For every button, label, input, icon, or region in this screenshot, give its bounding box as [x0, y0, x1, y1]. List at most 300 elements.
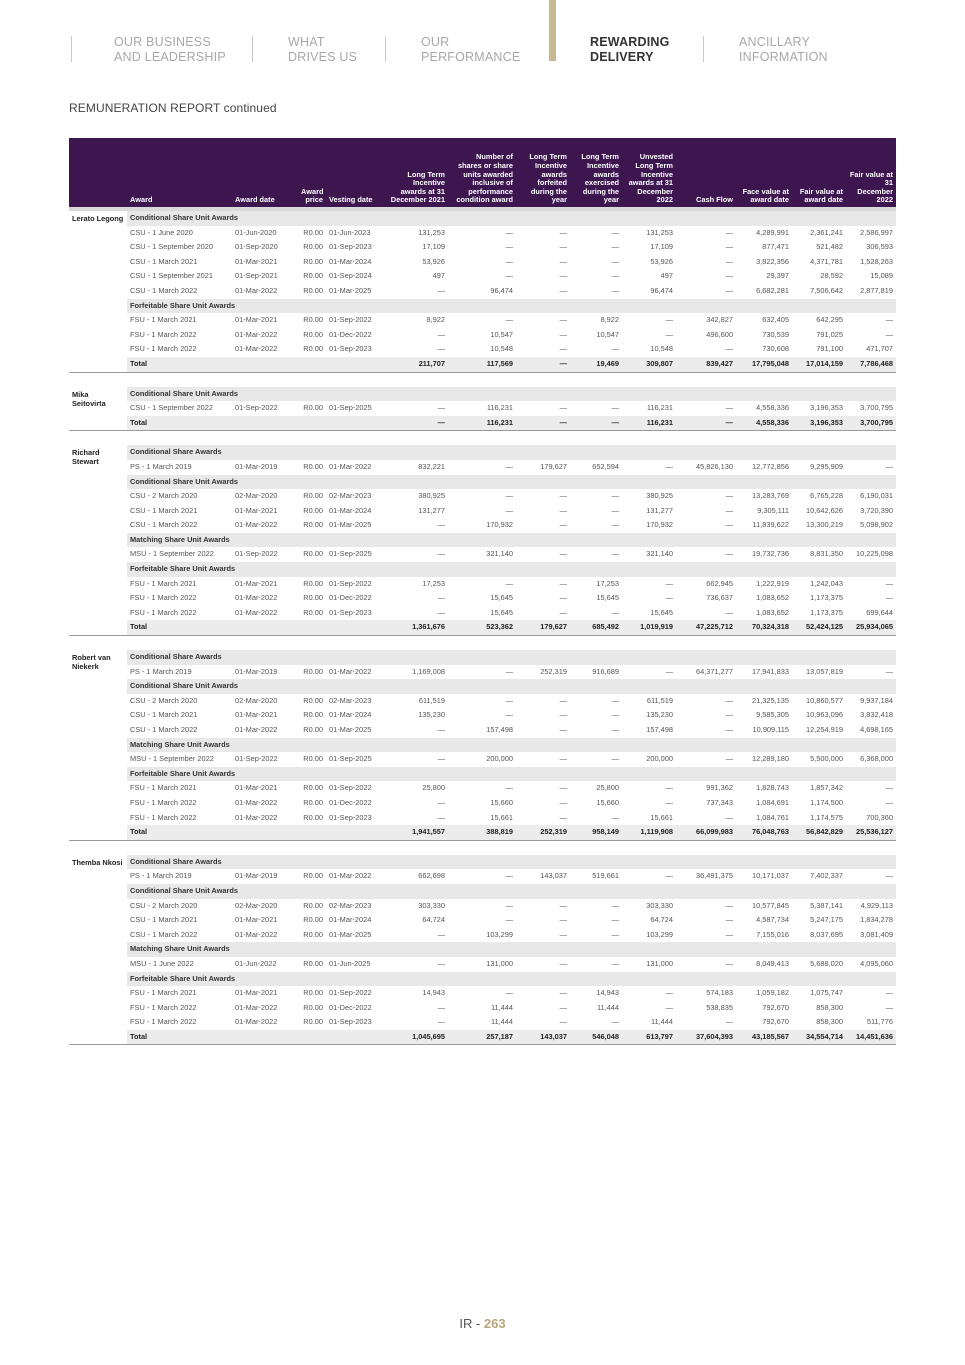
table-row [69, 591, 896, 606]
table-cell: 4,371,781 [810, 256, 843, 266]
table-row [69, 665, 896, 680]
table-cell: — [665, 1002, 673, 1012]
table-cell: 64,724 [422, 915, 445, 925]
table-cell: 4,558,336 [756, 403, 789, 413]
award-category: Forfeitable Share Unit Awards [127, 767, 896, 782]
table-cell: 8,922 [426, 315, 445, 325]
table-cell: R0.00 [303, 520, 323, 530]
table-cell: 4,095,060 [860, 958, 893, 968]
table-row [69, 577, 896, 592]
total-cell: 17,014,159 [792, 357, 846, 372]
table-cell: — [559, 520, 567, 530]
table-cell: 01-Mar-2022 [235, 797, 278, 807]
table-cell: 858,300 [816, 1017, 843, 1027]
table-cell: R0.00 [303, 958, 323, 968]
table-cell: 4,929,113 [860, 900, 893, 910]
table-cell: R0.00 [303, 344, 323, 354]
table-cell: — [885, 578, 893, 588]
total-cell: — [386, 416, 448, 431]
table-cell: 737,343 [706, 797, 733, 807]
table-cell: 12,289,180 [752, 754, 789, 764]
table-cell: — [559, 344, 567, 354]
table-cell: — [505, 710, 513, 720]
table-cell: — [611, 754, 619, 764]
table-cell: — [611, 695, 619, 705]
table-cell: CSU - 1 September 2020 [130, 242, 213, 252]
total-row [69, 620, 896, 635]
table-cell: 497 [660, 271, 673, 281]
table-cell: 916,689 [592, 666, 619, 676]
table-cell: — [559, 783, 567, 793]
table-cell: — [559, 578, 567, 588]
nav-label: INFORMATION [739, 50, 828, 64]
table-cell: — [725, 505, 733, 515]
table-row [69, 1015, 896, 1030]
table-cell: — [505, 988, 513, 998]
table-row [69, 547, 896, 562]
table-cell: 01-Jun-2022 [235, 958, 277, 968]
table-cell: — [559, 812, 567, 822]
table-cell: 1,059,182 [756, 988, 789, 998]
table-cell: FSU - 1 March 2022 [130, 329, 197, 339]
table-cell: — [611, 505, 619, 515]
nav-divider [703, 36, 704, 62]
award-category: Forfeitable Share Unit Awards [127, 972, 896, 987]
table-cell: 521,482 [816, 242, 843, 252]
award-category: Conditional Share Awards [127, 445, 896, 460]
table-cell: 01-Mar-2021 [235, 783, 278, 793]
table-cell: 131,000 [646, 958, 673, 968]
total-cell: 252,319 [516, 825, 570, 840]
table-cell: 730,608 [762, 344, 789, 354]
table-cell: PS - 1 March 2019 [130, 871, 192, 881]
total-label: Total [127, 357, 386, 372]
table-cell: 11,444 [650, 1017, 673, 1027]
table-cell: 45,826,130 [696, 461, 733, 471]
table-cell: 02-Mar-2023 [329, 695, 372, 705]
table-cell: — [725, 958, 733, 968]
table-cell: 13,057,819 [806, 666, 843, 676]
table-cell: — [505, 271, 513, 281]
table-cell: R0.00 [303, 915, 323, 925]
table-cell: 652,594 [592, 461, 619, 471]
award-category: Matching Share Unit Awards [127, 533, 896, 548]
table-cell: 8,049,413 [756, 958, 789, 968]
total-cell: 4,558,336 [736, 416, 792, 431]
table-cell: 1,828,743 [756, 783, 789, 793]
column-header: Award date [232, 138, 298, 207]
table-cell: R0.00 [303, 505, 323, 515]
table-cell: 342,827 [706, 315, 733, 325]
table-cell: CSU - 2 March 2020 [130, 491, 198, 501]
table-row [69, 723, 896, 738]
nav-item-our-business[interactable] [114, 35, 226, 65]
column-header: Number of shares or share units awarded inclusive of performance condition award [448, 138, 516, 207]
table-cell: — [559, 403, 567, 413]
table-cell: — [559, 242, 567, 252]
total-cell: 3,700,795 [846, 416, 896, 431]
table-cell: 116,231 [646, 403, 673, 413]
table-cell: 832,221 [418, 461, 445, 471]
table-cell: 642,295 [816, 315, 843, 325]
table-cell: 306,593 [866, 242, 893, 252]
table-cell: 6,765,228 [810, 491, 843, 501]
column-header: Face value at award date [736, 138, 792, 207]
table-cell: — [559, 929, 567, 939]
table-cell: — [611, 1017, 619, 1027]
total-cell: — [570, 416, 622, 431]
table-cell: 01-Dec-2022 [329, 1002, 372, 1012]
page-number: 263 [483, 1316, 506, 1331]
table-cell: 19,732,736 [752, 549, 789, 559]
nav-label: OUR [421, 35, 450, 49]
table-cell: MSU - 1 September 2022 [130, 549, 214, 559]
table-cell: CSU - 1 September 2021 [130, 271, 213, 281]
table-cell: — [611, 520, 619, 530]
table-cell: 10,547 [596, 329, 619, 339]
total-cell: 116,231 [448, 416, 516, 431]
table-cell: R0.00 [303, 403, 323, 413]
table-cell: — [725, 242, 733, 252]
table-cell: 135,230 [646, 710, 673, 720]
table-cell: MSU - 1 September 2022 [130, 754, 214, 764]
table-row [69, 708, 896, 723]
table-cell: — [437, 797, 445, 807]
table-cell: 5,387,141 [810, 900, 843, 910]
total-cell: 70,324,318 [736, 620, 792, 635]
table-cell: R0.00 [303, 549, 323, 559]
table-cell: R0.00 [303, 1002, 323, 1012]
total-label: Total [127, 825, 386, 840]
total-cell: — [516, 416, 570, 431]
table-cell: 01-Sep-2023 [329, 242, 372, 252]
category-row [69, 445, 896, 460]
table-cell: 01-Dec-2022 [329, 593, 372, 603]
table-cell: 10,548 [650, 344, 673, 354]
table-cell: 01-Mar-2021 [235, 505, 278, 515]
table-cell: CSU - 2 March 2020 [130, 900, 198, 910]
table-cell: CSU - 1 September 2022 [130, 403, 213, 413]
table-cell: 01-Sep-2023 [329, 344, 372, 354]
table-cell: 01-Mar-2022 [329, 871, 372, 881]
table-row [69, 811, 896, 826]
table-cell: — [559, 256, 567, 266]
table-cell: — [725, 271, 733, 281]
table-row [69, 869, 896, 884]
table-cell: — [559, 593, 567, 603]
table-cell: 9,937,184 [860, 695, 893, 705]
column-header: Unvested Long Term Incentive awards at 31 December 2022 [622, 138, 676, 207]
table-cell: 12,254,919 [806, 725, 843, 734]
table-cell: 511,776 [866, 1017, 893, 1027]
total-cell: 56,842,829 [792, 825, 846, 840]
table-cell: 14,943 [596, 988, 619, 998]
table-cell: — [559, 505, 567, 515]
table-cell: R0.00 [303, 797, 323, 807]
total-cell: 52,424,125 [792, 620, 846, 635]
table-cell: 321,140 [486, 549, 513, 559]
table-cell: 02-Mar-2020 [235, 695, 278, 705]
table-cell: R0.00 [303, 593, 323, 603]
table-cell: — [885, 666, 893, 676]
table-row [69, 226, 896, 241]
table-cell: R0.00 [303, 783, 323, 793]
nav-divider [385, 36, 386, 62]
table-cell: 3,700,795 [860, 403, 893, 413]
table-cell: 611,519 [418, 695, 445, 705]
nav-item-what-drives-us[interactable] [288, 35, 357, 65]
table-cell: FSU - 1 March 2022 [130, 797, 197, 807]
table-cell: 858,300 [816, 1002, 843, 1012]
table-cell: — [885, 783, 893, 793]
column-header: Award [127, 138, 232, 207]
table-cell: — [437, 344, 445, 354]
table-cell: 01-Sep-2022 [329, 783, 372, 793]
table-cell: 1,174,500 [810, 797, 843, 807]
nav-label: WHAT [288, 35, 325, 49]
table-cell: 131,253 [646, 227, 673, 237]
total-cell: 43,185,567 [736, 1030, 792, 1045]
table-cell: 700,360 [866, 812, 893, 822]
table-cell: CSU - 1 March 2021 [130, 505, 198, 515]
table-cell: R0.00 [303, 725, 323, 734]
table-cell: — [559, 549, 567, 559]
table-cell: — [725, 695, 733, 705]
nav-label: DRIVES US [288, 50, 358, 64]
award-category: Conditional Share Awards [127, 650, 896, 665]
table-cell: — [559, 227, 567, 237]
table-cell: 3,196,353 [810, 403, 843, 413]
table-cell: — [559, 725, 567, 734]
table-cell: — [611, 929, 619, 939]
table-cell: 574,183 [706, 988, 733, 998]
table-cell: PS - 1 March 2019 [130, 666, 192, 676]
table-cell: 10,909,115 [752, 725, 789, 734]
category-row [69, 562, 896, 577]
table-cell: — [611, 242, 619, 252]
table-cell: 01-Mar-2025 [329, 285, 372, 295]
table-cell: 01-Mar-2022 [235, 344, 278, 354]
table-cell: 96,474 [490, 285, 513, 295]
table-cell: 1,222,919 [756, 578, 789, 588]
table-cell: — [611, 549, 619, 559]
category-row [69, 533, 896, 548]
table-cell: — [725, 607, 733, 617]
table-cell: — [611, 256, 619, 266]
table-cell: — [559, 915, 567, 925]
table-cell: 131,277 [418, 505, 445, 515]
table-cell: 1,528,263 [860, 256, 893, 266]
table-cell: 662,698 [418, 871, 445, 881]
column-header: Award price [298, 138, 326, 207]
table-body [69, 211, 896, 1045]
table-cell: 15,089 [870, 271, 893, 281]
table-cell: 10,860,577 [806, 695, 843, 705]
table-cell: 7,506,642 [810, 285, 843, 295]
table-cell: — [665, 315, 673, 325]
table-cell: 11,444 [490, 1017, 513, 1027]
table-cell: — [559, 315, 567, 325]
table-cell: 170,932 [486, 520, 513, 530]
table-row [69, 957, 896, 972]
total-cell: 34,554,714 [792, 1030, 846, 1045]
category-row [69, 211, 896, 226]
table-cell: 17,109 [422, 242, 445, 252]
table-cell: 135,230 [418, 710, 445, 720]
spacer [69, 841, 896, 855]
table-cell: — [725, 403, 733, 413]
table-cell: 13,283,769 [752, 491, 789, 501]
table-cell: — [559, 607, 567, 617]
table-cell: 9,295,909 [810, 461, 843, 471]
table-cell: 1,242,043 [810, 578, 843, 588]
table-cell: — [559, 797, 567, 807]
total-cell: 116,231 [622, 416, 676, 431]
total-row [69, 416, 896, 431]
table-cell: — [725, 256, 733, 266]
table-cell: — [611, 710, 619, 720]
award-category: Matching Share Unit Awards [127, 942, 896, 957]
page-footer [0, 1316, 965, 1331]
table-cell: — [437, 1017, 445, 1027]
table-cell: — [725, 520, 733, 530]
table-cell: 611,519 [646, 695, 673, 705]
table-cell: 730,539 [762, 329, 789, 339]
table-cell: R0.00 [303, 900, 323, 910]
table-cell: R0.00 [303, 929, 323, 939]
table-cell: — [665, 578, 673, 588]
table-cell: R0.00 [303, 607, 323, 617]
nav-item-rewarding-delivery[interactable] [590, 35, 670, 65]
table-row [69, 342, 896, 357]
table-cell: — [665, 666, 673, 676]
table-row [69, 781, 896, 796]
table-cell: 01-Mar-2021 [235, 256, 278, 266]
table-cell: — [725, 491, 733, 501]
table-cell: 496,600 [706, 329, 733, 339]
table-cell: — [665, 783, 673, 793]
nav-item-ancillary-information[interactable] [739, 35, 828, 65]
table-cell: — [505, 242, 513, 252]
table-row [69, 1001, 896, 1016]
table-cell: 01-Mar-2022 [329, 666, 372, 676]
table-cell: — [725, 549, 733, 559]
award-category: Conditional Share Unit Awards [127, 475, 896, 490]
table-cell: 321,140 [646, 549, 673, 559]
table-cell: 116,231 [486, 403, 513, 413]
director-name: Robert van Niekerk [72, 653, 111, 672]
table-cell: CSU - 1 March 2021 [130, 915, 198, 925]
table-cell: 991,362 [706, 783, 733, 793]
table-cell: 1,075,747 [810, 988, 843, 998]
column-header: Long Term Incentive awards forfeited during the year [516, 138, 570, 207]
table-cell: — [505, 505, 513, 515]
total-cell: 685,492 [570, 620, 622, 635]
table-cell: 103,299 [486, 929, 513, 939]
table-cell: 17,109 [650, 242, 673, 252]
table-cell: — [559, 285, 567, 295]
table-cell: 1,173,375 [810, 593, 843, 603]
table-cell: FSU - 1 March 2021 [130, 783, 197, 793]
table-cell: — [437, 329, 445, 339]
total-cell: 309,807 [622, 357, 676, 372]
table-cell: 11,839,622 [752, 520, 789, 530]
table-cell: 15,645 [490, 607, 513, 617]
table-cell: R0.00 [303, 491, 323, 501]
spacer [69, 373, 896, 387]
table-cell: R0.00 [303, 461, 323, 471]
total-cell: 546,048 [570, 1030, 622, 1045]
table-cell: 157,498 [486, 725, 513, 734]
table-cell: 303,330 [418, 900, 445, 910]
table-cell: PS - 1 March 2019 [130, 461, 192, 471]
table-cell: 01-Mar-2024 [329, 915, 372, 925]
nav-item-our-performance[interactable] [421, 35, 520, 65]
table-cell: — [559, 754, 567, 764]
table-cell: 01-Mar-2025 [329, 929, 372, 939]
table-row [69, 284, 896, 299]
total-row [69, 1030, 896, 1045]
table-cell: — [437, 549, 445, 559]
total-cell: 179,627 [516, 620, 570, 635]
table-cell: — [725, 285, 733, 295]
table-cell: — [725, 812, 733, 822]
table-cell: 1,174,575 [810, 812, 843, 822]
table-cell: 157,498 [646, 725, 673, 734]
table-cell: 01-Sep-2023 [329, 607, 372, 617]
total-cell: 1,045,695 [386, 1030, 448, 1045]
table-row [69, 899, 896, 914]
table-cell: — [505, 900, 513, 910]
table-cell: — [505, 315, 513, 325]
column-header: Vesting date [326, 138, 386, 207]
award-category: Matching Share Unit Awards [127, 738, 896, 753]
award-category: Conditional Share Unit Awards [127, 884, 896, 899]
table-cell: FSU - 1 March 2022 [130, 344, 197, 354]
table-cell: 4,289,991 [756, 227, 789, 237]
table-cell: 2,586,997 [860, 227, 893, 237]
table-cell: — [559, 329, 567, 339]
category-row [69, 387, 896, 402]
table-cell: 5,247,175 [810, 915, 843, 925]
table-cell: CSU - 1 March 2021 [130, 256, 198, 266]
director-name: Themba Nkosi [72, 857, 123, 867]
total-cell: 388,819 [448, 825, 516, 840]
table-cell: 5,688,020 [810, 958, 843, 968]
table-cell: 01-Mar-2022 [235, 929, 278, 939]
total-label: Total [127, 620, 386, 635]
table-cell: — [885, 593, 893, 603]
nav-divider [252, 36, 253, 62]
table-cell: 01-Mar-2024 [329, 710, 372, 720]
table-cell: 01-Jun-2025 [329, 958, 371, 968]
table-cell: 02-Mar-2023 [329, 491, 372, 501]
table-cell: 02-Mar-2023 [329, 900, 372, 910]
table-cell: FSU - 1 March 2021 [130, 578, 197, 588]
table-cell: 01-Mar-2022 [235, 520, 278, 530]
table-cell: — [437, 958, 445, 968]
table-cell: R0.00 [303, 242, 323, 252]
table-cell: 01-Mar-2022 [235, 1002, 278, 1012]
table-cell: — [611, 285, 619, 295]
total-cell: 613,797 [622, 1030, 676, 1045]
table-cell: 01-Sep-2025 [329, 403, 372, 413]
total-cell: — [516, 357, 570, 372]
total-cell: 1,361,676 [386, 620, 448, 635]
table-cell: 792,670 [762, 1017, 789, 1027]
award-category: Conditional Share Unit Awards [127, 211, 896, 226]
total-cell: 1,941,557 [386, 825, 448, 840]
